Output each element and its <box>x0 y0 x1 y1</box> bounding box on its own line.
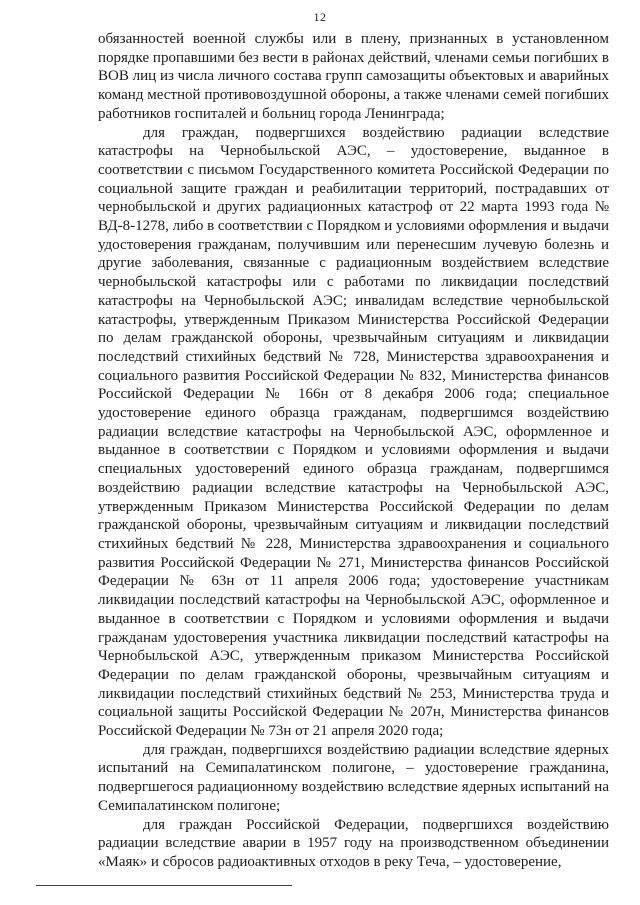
paragraph-continuation: обязанностей военной службы или в плену, признанных в установленном порядке пропавшими без вести в районах действий, членами семьи погибших в ВОВ лиц из числа личного состава групп самозащиты объектовых и аварийных команд местной противовоздушной обороны, а также членами семей погибших работников госпиталей и больниц города Ленинграда; <box>98 31 609 122</box>
paragraph-mayak: для граждан Российской Федерации, подвергшихся воздействию радиации вследствие аварии в 1957 году на производственном объединении «Маяк» и сбросов радиоактивных отходов в реку Теча, – удостоверение, <box>98 816 609 870</box>
paragraph-semipalatinsk: для граждан, подвергшихся воздействию радиации вследствие ядерных испытаний на Семипалатинском полигоне, – удостоверение гражданина, подвергшегося радиационному воздействию вследствие ядерных испытаний на Семипалатинском полигоне; <box>98 741 609 814</box>
paragraph-chernobyl: для граждан, подвергшихся воздействию радиации вследствие катастрофы на Чернобыльской АЭС, – удостоверение, выданное в соответствии с письмом Государственного комитета Российской Федерации по социальной защите граждан и реабилитации территорий, пострадавших от чернобыльской и других радиационных катастроф от 22 марта 1993 года № ВД-8-1278, либо в соответствии с Порядком и условиями оформления и выдачи удостоверения гражданам, получившим или перенесшим лучевую болезнь и другие заболевания, связанные с радиационным воздействием вследствие чернобыльской катастрофы или с работами по ликвидации последствий катастрофы на Чернобыльской АЭС; инвалидам вследствие чернобыльской катастрофы, утвержденным Приказом Министерства Российской Федерации по делам гражданской обороны, чрезвычайным ситуациям и ликвидации последствий стихийных бедствий № 728, Министерства здравоохранения и социального развития Российской Федерации № 832, Министерства финансов Российской Федерации № 166н от 8 декабря 2006 года; специальное удостоверение единого образца гражданам, подвергшимся воздействию радиации вследствие катастрофы на Чернобыльской АЭС, оформленное и выданное в соответствии с Порядком и условиями оформления и выдачи специальных удостоверений единого образца гражданам, подвергшимся воздействию радиации вследствие катастрофы на Чернобыльской АЭС, утвержденным Приказом Министерства Российской Федерации по делам гражданской обороны, чрезвычайным ситуациям и ликвидации последствий стихийных бедствий № 228, Министерства здравоохранения и социального развития Российской Федерации № 271, Министерства финансов Российской Федерации № 63н от 11 апреля 2006 года; удостоверение участникам ликвидации последствий катастрофы на Чернобыльской АЭС, оформленное и выданное в соответствии с Порядком и условиями оформления и выдачи гражданам удостоверения участника ликвидации последствий катастрофы на Чернобыльской АЭС, утвержденным приказом Министерства Российской Федерации по делам гражданской обороны, чрезвычайным ситуациям и ликвидации последствий стихийных бедствий № 253, Министерства труда и социальной защиты Российской Федерации № 207н, Министерства финансов Российской Федерации № 73н от 21 апреля 2020 года; <box>98 124 609 740</box>
document-body <box>98 30 609 872</box>
page-number: 12 <box>313 10 327 24</box>
footnote-divider <box>36 885 292 886</box>
